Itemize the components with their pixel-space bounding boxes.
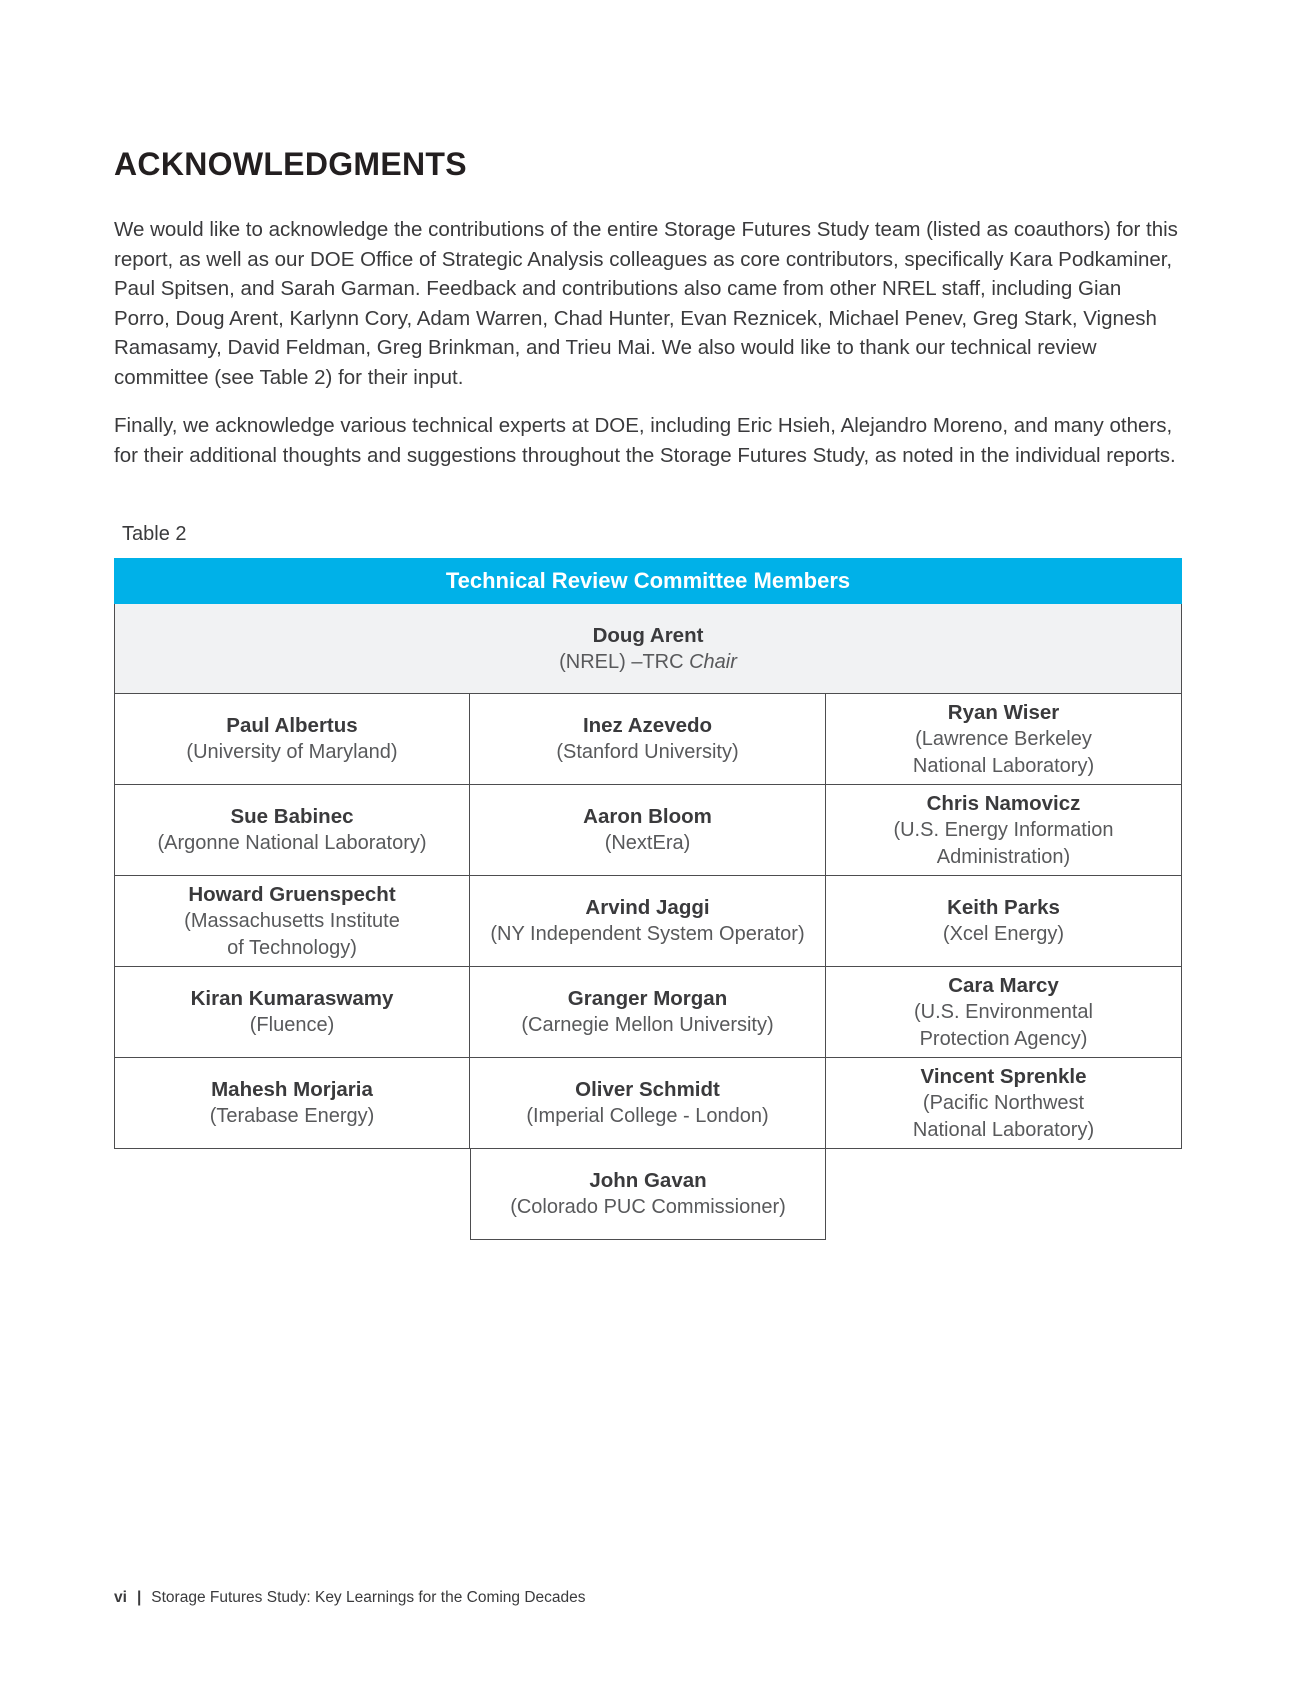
member-name: Vincent Sprenkle xyxy=(920,1064,1087,1088)
member-affiliation xyxy=(559,649,737,676)
member-cell xyxy=(114,1058,470,1149)
table-row xyxy=(114,967,1182,1058)
footer-separator: | xyxy=(136,1589,142,1606)
acknowledgment-paragraph: Finally, we acknowledge various technical experts at DOE, including Eric Hsieh, Alejandro Moreno, and many others, for their additional thoughts and suggestions throughout the Storage Futures Study, as noted in the individual reports. xyxy=(114,414,1176,467)
member-affiliation: (Carnegie Mellon University) xyxy=(521,1014,774,1036)
table-row xyxy=(114,694,1182,785)
member-affiliation: (NY Independent System Operator) xyxy=(490,923,805,945)
member-name: Aaron Bloom xyxy=(583,805,712,828)
page-footer xyxy=(114,1589,586,1607)
empty-cell xyxy=(114,1149,470,1240)
footer-title: Storage Futures Study: Key Learnings for the Coming Decades xyxy=(151,1589,586,1606)
member-cell xyxy=(470,694,826,785)
member-cell xyxy=(826,694,1182,785)
member-cell xyxy=(826,785,1182,876)
member-cell xyxy=(470,967,826,1058)
member-cell xyxy=(470,785,826,876)
table-row xyxy=(114,1149,1182,1240)
chair-role: Chair xyxy=(689,650,737,673)
member-name: Oliver Schmidt xyxy=(575,1078,720,1101)
member-name: Inez Azevedo xyxy=(582,714,713,737)
chair-affiliation: (NREL) –TRC xyxy=(559,650,690,673)
member-affiliation: (Pacific Northwest National Laboratory) xyxy=(912,1091,1095,1141)
member-cell xyxy=(114,694,470,785)
member-affiliation: (Colorado PUC Commissioner) xyxy=(510,1196,786,1218)
member-cell xyxy=(826,1058,1182,1149)
member-name: Ryan Wiser xyxy=(947,700,1060,724)
member-name: Howard Gruenspecht xyxy=(188,882,396,906)
table-caption: Table 2 xyxy=(122,523,187,545)
member-cell xyxy=(470,876,826,967)
member-cell xyxy=(114,967,470,1058)
member-affiliation: (Argonne National Laboratory) xyxy=(157,832,427,854)
member-name: Chris Namovicz xyxy=(926,791,1081,815)
member-name: John Gavan xyxy=(589,1169,707,1192)
member-cell xyxy=(826,876,1182,967)
member-name: Granger Morgan xyxy=(567,987,728,1010)
member-affiliation: (Imperial College - London) xyxy=(526,1105,769,1127)
member-name: Mahesh Morjaria xyxy=(211,1078,373,1101)
committee-table xyxy=(114,558,1182,1240)
table-row xyxy=(114,876,1182,967)
member-affiliation: (Massachusetts Institute of Technology) xyxy=(184,909,400,959)
table-row xyxy=(114,785,1182,876)
page-number: vi xyxy=(114,1589,127,1606)
member-affiliation: (Fluence) xyxy=(249,1014,335,1036)
member-cell xyxy=(114,876,470,967)
member-affiliation: (Xcel Energy) xyxy=(942,923,1065,945)
member-name: Doug Arent xyxy=(592,623,704,647)
member-affiliation: (NextEra) xyxy=(604,832,691,854)
member-cell xyxy=(826,967,1182,1058)
member-cell xyxy=(470,1149,826,1240)
member-name: Paul Albertus xyxy=(226,714,358,737)
empty-cell xyxy=(826,1149,1182,1240)
member-name: Sue Babinec xyxy=(230,805,354,828)
member-affiliation: (U.S. Energy Information Administration) xyxy=(893,818,1114,868)
page-title: ACKNOWLEDGMENTS xyxy=(114,146,467,182)
member-affiliation: (Stanford University) xyxy=(556,741,739,763)
member-name: Arvind Jaggi xyxy=(585,896,710,919)
member-name: Cara Marcy xyxy=(948,973,1059,997)
table-header: Technical Review Committee Members xyxy=(114,558,1182,604)
table-row xyxy=(114,1058,1182,1149)
member-affiliation: (Lawrence Berkeley National Laboratory) xyxy=(912,727,1095,777)
member-affiliation: (University of Maryland) xyxy=(186,741,398,763)
chair-cell xyxy=(114,604,1182,694)
member-affiliation: (U.S. Environmental Protection Agency) xyxy=(914,1000,1093,1050)
member-name: Keith Parks xyxy=(947,896,1060,919)
acknowledgment-paragraph: We would like to acknowledge the contributions of the entire Storage Futures Study team (listed as coauthors) for this report, as well as our DOE Office of Strategic Analysis colleagues as core contributors, specifically Kara Podkaminer, Paul Spitsen, and Sarah Garman. Feedback and contributions also came from other NREL staff, including Gian Porro, Doug Arent, Karlynn Cory, Adam Warren, Chad Hunter, Evan Reznicek, Michael Penev, Greg Stark, Vignesh Ramasamy, David Feldman, Greg Brinkman, and Trieu Mai. We also would like to thank our technical review committee (see Table 2) for their input. xyxy=(114,218,1178,389)
member-cell xyxy=(470,1058,826,1149)
member-name: Kiran Kumaraswamy xyxy=(190,987,394,1010)
member-cell xyxy=(114,785,470,876)
member-affiliation: (Terabase Energy) xyxy=(209,1105,375,1127)
